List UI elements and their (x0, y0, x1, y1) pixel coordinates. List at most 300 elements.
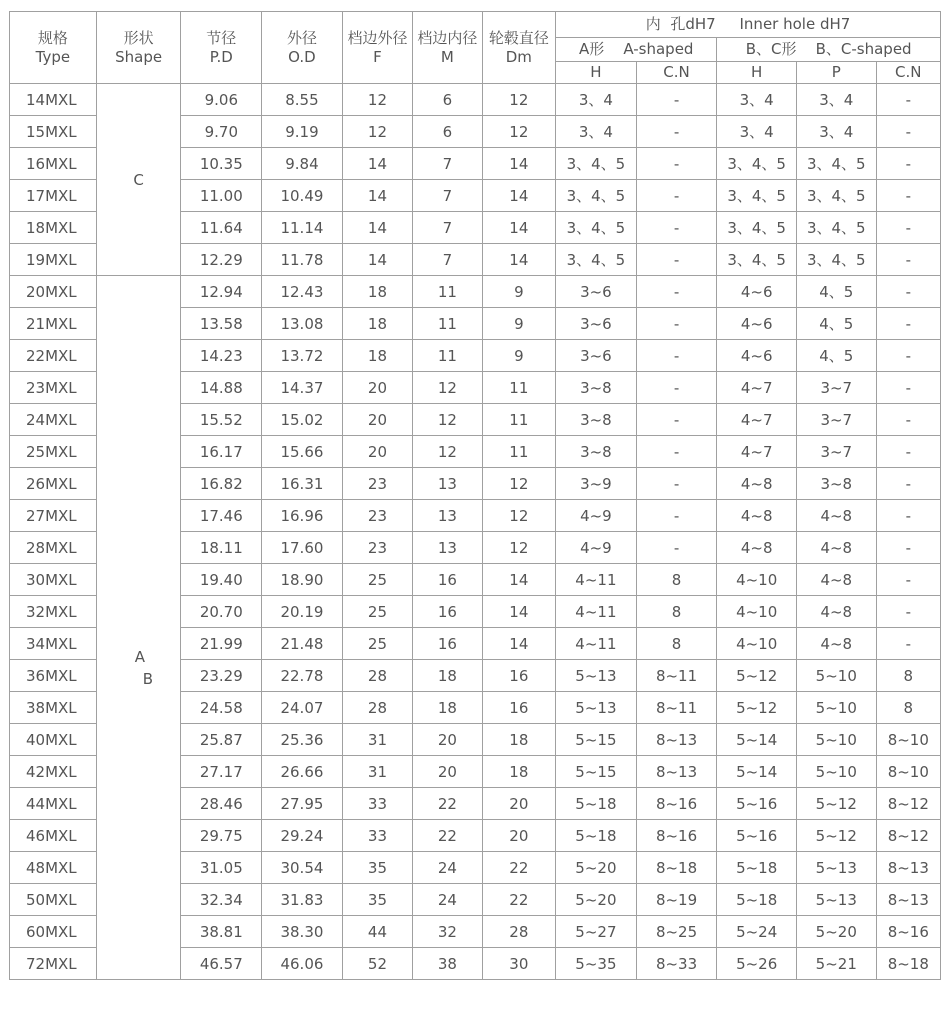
cell-bc-h: 3、4 (717, 84, 797, 116)
cell-a-cn: 8~13 (636, 724, 717, 756)
cell-type: 46MXL (10, 820, 97, 852)
cell-bc-h: 4~10 (717, 628, 797, 660)
cell-f: 31 (342, 724, 412, 756)
cell-m: 11 (413, 340, 482, 372)
cell-f: 35 (342, 852, 412, 884)
cell-bc-h: 3、4、5 (717, 148, 797, 180)
cell-bc-cn: - (876, 596, 940, 628)
cell-pd: 28.46 (181, 788, 262, 820)
cell-a-h: 5~13 (556, 660, 637, 692)
cell-m: 6 (413, 116, 482, 148)
cell-bc-h: 4~10 (717, 564, 797, 596)
cell-bc-h: 3、4、5 (717, 212, 797, 244)
cell-type: 15MXL (10, 116, 97, 148)
cell-type: 14MXL (10, 84, 97, 116)
cell-m: 6 (413, 84, 482, 116)
cell-bc-p: 5~21 (796, 948, 876, 980)
header-a-cn: C.N (636, 62, 717, 84)
cell-pd: 25.87 (181, 724, 262, 756)
cell-bc-cn: - (876, 308, 940, 340)
cell-pd: 18.11 (181, 532, 262, 564)
cell-dm: 12 (482, 532, 555, 564)
cell-pd: 10.35 (181, 148, 262, 180)
cell-a-h: 3~9 (556, 468, 637, 500)
cell-a-cn: - (636, 148, 717, 180)
cell-m: 7 (413, 148, 482, 180)
cell-type: 21MXL (10, 308, 97, 340)
cell-type: 42MXL (10, 756, 97, 788)
cell-pd: 38.81 (181, 916, 262, 948)
cell-pd: 29.75 (181, 820, 262, 852)
cell-a-cn: - (636, 84, 717, 116)
cell-a-cn: - (636, 180, 717, 212)
header-bc-h: H (717, 62, 797, 84)
cell-a-h: 5~20 (556, 884, 637, 916)
cell-od: 11.14 (262, 212, 343, 244)
cell-bc-p: 4~8 (796, 596, 876, 628)
cell-bc-cn: 8~18 (876, 948, 940, 980)
cell-a-h: 4~11 (556, 628, 637, 660)
cell-bc-p: 5~13 (796, 852, 876, 884)
cell-dm: 11 (482, 372, 555, 404)
cell-pd: 11.64 (181, 212, 262, 244)
cell-type: 23MXL (10, 372, 97, 404)
cell-od: 12.43 (262, 276, 343, 308)
cell-f: 18 (342, 340, 412, 372)
cell-type: 25MXL (10, 436, 97, 468)
cell-type: 30MXL (10, 564, 97, 596)
cell-dm: 9 (482, 340, 555, 372)
cell-type: 50MXL (10, 884, 97, 916)
cell-pd: 24.58 (181, 692, 262, 724)
cell-type: 60MXL (10, 916, 97, 948)
cell-bc-p: 5~10 (796, 756, 876, 788)
cell-a-cn: - (636, 436, 717, 468)
cell-a-cn: - (636, 340, 717, 372)
cell-bc-p: 3、4、5 (796, 180, 876, 212)
cell-a-h: 3、4、5 (556, 244, 637, 276)
cell-dm: 16 (482, 692, 555, 724)
cell-dm: 12 (482, 84, 555, 116)
cell-od: 27.95 (262, 788, 343, 820)
cell-od: 8.55 (262, 84, 343, 116)
cell-bc-cn: - (876, 500, 940, 532)
cell-dm: 12 (482, 500, 555, 532)
cell-f: 33 (342, 820, 412, 852)
cell-type: 18MXL (10, 212, 97, 244)
cell-m: 22 (413, 788, 482, 820)
cell-m: 12 (413, 436, 482, 468)
cell-f: 28 (342, 660, 412, 692)
header-row-1 (10, 12, 941, 38)
cell-bc-p: 4~8 (796, 564, 876, 596)
cell-f: 12 (342, 84, 412, 116)
cell-bc-p: 5~10 (796, 692, 876, 724)
cell-a-h: 3、4 (556, 84, 637, 116)
cell-bc-cn: 8 (876, 660, 940, 692)
cell-m: 7 (413, 244, 482, 276)
cell-pd: 13.58 (181, 308, 262, 340)
cell-pd: 19.40 (181, 564, 262, 596)
cell-od: 9.19 (262, 116, 343, 148)
cell-dm: 28 (482, 916, 555, 948)
cell-od: 26.66 (262, 756, 343, 788)
cell-dm: 20 (482, 788, 555, 820)
cell-f: 20 (342, 372, 412, 404)
cell-dm: 18 (482, 724, 555, 756)
cell-a-cn: 8~11 (636, 660, 717, 692)
cell-od: 16.31 (262, 468, 343, 500)
cell-f: 44 (342, 916, 412, 948)
cell-bc-h: 4~7 (717, 436, 797, 468)
header-bc-p: P (796, 62, 876, 84)
cell-od: 14.37 (262, 372, 343, 404)
cell-od: 15.02 (262, 404, 343, 436)
cell-a-h: 5~15 (556, 724, 637, 756)
shape-cell-c: C (96, 84, 181, 276)
cell-a-cn: - (636, 116, 717, 148)
cell-a-cn: - (636, 404, 717, 436)
cell-pd: 23.29 (181, 660, 262, 692)
cell-a-cn: 8~16 (636, 820, 717, 852)
cell-dm: 12 (482, 116, 555, 148)
cell-bc-cn: - (876, 180, 940, 212)
cell-pd: 21.99 (181, 628, 262, 660)
cell-f: 25 (342, 628, 412, 660)
cell-bc-cn: 8~10 (876, 724, 940, 756)
cell-od: 16.96 (262, 500, 343, 532)
cell-od: 17.60 (262, 532, 343, 564)
cell-pd: 12.94 (181, 276, 262, 308)
cell-a-cn: - (636, 532, 717, 564)
cell-dm: 9 (482, 276, 555, 308)
cell-m: 24 (413, 884, 482, 916)
cell-bc-p: 4~8 (796, 628, 876, 660)
cell-a-cn: - (636, 308, 717, 340)
cell-a-cn: 8 (636, 628, 717, 660)
cell-f: 31 (342, 756, 412, 788)
cell-od: 10.49 (262, 180, 343, 212)
cell-f: 35 (342, 884, 412, 916)
cell-a-cn: 8~18 (636, 852, 717, 884)
cell-m: 12 (413, 372, 482, 404)
cell-dm: 14 (482, 212, 555, 244)
cell-type: 19MXL (10, 244, 97, 276)
cell-bc-h: 5~18 (717, 852, 797, 884)
cell-pd: 12.29 (181, 244, 262, 276)
cell-f: 25 (342, 596, 412, 628)
header-hub-diameter: 轮毂直径 Dm (482, 12, 555, 84)
cell-bc-p: 4、5 (796, 308, 876, 340)
cell-bc-cn: - (876, 628, 940, 660)
cell-dm: 12 (482, 468, 555, 500)
cell-a-h: 5~35 (556, 948, 637, 980)
header-flange-inner: 档边内径 M (413, 12, 482, 84)
cell-type: 22MXL (10, 340, 97, 372)
cell-bc-cn: 8 (876, 692, 940, 724)
cell-od: 9.84 (262, 148, 343, 180)
header-inner-hole: 内 孔dH7 Inner hole dH7 (556, 12, 941, 38)
cell-bc-cn: - (876, 372, 940, 404)
cell-bc-p: 4~8 (796, 532, 876, 564)
cell-a-h: 4~9 (556, 532, 637, 564)
cell-type: 32MXL (10, 596, 97, 628)
cell-type: 27MXL (10, 500, 97, 532)
cell-f: 52 (342, 948, 412, 980)
cell-f: 20 (342, 404, 412, 436)
cell-m: 20 (413, 724, 482, 756)
cell-bc-cn: 8~10 (876, 756, 940, 788)
cell-bc-h: 4~10 (717, 596, 797, 628)
cell-dm: 14 (482, 180, 555, 212)
cell-dm: 14 (482, 244, 555, 276)
cell-pd: 15.52 (181, 404, 262, 436)
cell-bc-p: 3、4 (796, 116, 876, 148)
cell-od: 18.90 (262, 564, 343, 596)
cell-bc-h: 5~26 (717, 948, 797, 980)
spec-table (9, 11, 941, 980)
cell-bc-cn: 8~12 (876, 788, 940, 820)
cell-bc-p: 3、4、5 (796, 148, 876, 180)
cell-a-h: 4~9 (556, 500, 637, 532)
cell-a-cn: 8~13 (636, 756, 717, 788)
cell-pd: 14.88 (181, 372, 262, 404)
cell-a-h: 3、4、5 (556, 180, 637, 212)
cell-bc-h: 4~7 (717, 372, 797, 404)
cell-m: 16 (413, 628, 482, 660)
cell-f: 18 (342, 308, 412, 340)
cell-a-h: 4~11 (556, 596, 637, 628)
cell-bc-h: 4~8 (717, 468, 797, 500)
cell-bc-h: 4~8 (717, 532, 797, 564)
cell-bc-h: 5~16 (717, 820, 797, 852)
cell-a-h: 3~8 (556, 404, 637, 436)
cell-pd: 46.57 (181, 948, 262, 980)
table-row (10, 84, 941, 116)
cell-od: 30.54 (262, 852, 343, 884)
cell-dm: 22 (482, 884, 555, 916)
cell-pd: 11.00 (181, 180, 262, 212)
cell-type: 26MXL (10, 468, 97, 500)
cell-bc-h: 3、4 (717, 116, 797, 148)
cell-bc-h: 5~24 (717, 916, 797, 948)
cell-a-h: 5~13 (556, 692, 637, 724)
cell-pd: 17.46 (181, 500, 262, 532)
cell-pd: 14.23 (181, 340, 262, 372)
cell-bc-p: 3、4、5 (796, 212, 876, 244)
cell-a-h: 4~11 (556, 564, 637, 596)
cell-a-cn: - (636, 244, 717, 276)
cell-a-h: 5~27 (556, 916, 637, 948)
cell-type: 44MXL (10, 788, 97, 820)
cell-a-h: 5~18 (556, 820, 637, 852)
cell-type: 16MXL (10, 148, 97, 180)
cell-od: 13.08 (262, 308, 343, 340)
cell-a-cn: - (636, 372, 717, 404)
cell-f: 23 (342, 468, 412, 500)
cell-dm: 14 (482, 564, 555, 596)
cell-bc-p: 5~20 (796, 916, 876, 948)
shape-b-label: B (142, 670, 154, 688)
cell-type: 17MXL (10, 180, 97, 212)
cell-a-cn: 8 (636, 564, 717, 596)
cell-f: 33 (342, 788, 412, 820)
cell-bc-cn: 8~12 (876, 820, 940, 852)
cell-type: 48MXL (10, 852, 97, 884)
cell-bc-p: 5~10 (796, 724, 876, 756)
cell-pd: 16.17 (181, 436, 262, 468)
cell-bc-p: 3~8 (796, 468, 876, 500)
cell-a-h: 5~18 (556, 788, 637, 820)
cell-a-cn: - (636, 468, 717, 500)
cell-dm: 20 (482, 820, 555, 852)
cell-dm: 16 (482, 660, 555, 692)
cell-type: 72MXL (10, 948, 97, 980)
cell-bc-cn: - (876, 532, 940, 564)
cell-a-cn: - (636, 212, 717, 244)
cell-m: 16 (413, 596, 482, 628)
cell-m: 22 (413, 820, 482, 852)
cell-m: 18 (413, 660, 482, 692)
cell-a-h: 5~20 (556, 852, 637, 884)
cell-dm: 11 (482, 436, 555, 468)
cell-bc-h: 5~18 (717, 884, 797, 916)
cell-pd: 31.05 (181, 852, 262, 884)
cell-m: 32 (413, 916, 482, 948)
cell-a-h: 5~15 (556, 756, 637, 788)
cell-f: 28 (342, 692, 412, 724)
cell-f: 23 (342, 500, 412, 532)
cell-f: 20 (342, 436, 412, 468)
cell-bc-cn: - (876, 84, 940, 116)
header-pitch-diameter: 节径 P.D (181, 12, 262, 84)
cell-bc-cn: - (876, 436, 940, 468)
cell-dm: 30 (482, 948, 555, 980)
cell-dm: 14 (482, 148, 555, 180)
cell-od: 15.66 (262, 436, 343, 468)
cell-bc-p: 3、4 (796, 84, 876, 116)
header-shape: 形状 Shape (96, 12, 181, 84)
cell-m: 38 (413, 948, 482, 980)
cell-type: 20MXL (10, 276, 97, 308)
cell-bc-p: 3~7 (796, 436, 876, 468)
cell-pd: 27.17 (181, 756, 262, 788)
header-bc-cn: C.N (876, 62, 940, 84)
cell-a-h: 3~8 (556, 436, 637, 468)
header-outer-diameter: 外径 O.D (262, 12, 343, 84)
cell-type: 40MXL (10, 724, 97, 756)
cell-bc-p: 5~12 (796, 788, 876, 820)
cell-dm: 11 (482, 404, 555, 436)
cell-a-h: 3~6 (556, 276, 637, 308)
cell-m: 20 (413, 756, 482, 788)
cell-f: 12 (342, 116, 412, 148)
cell-bc-h: 4~6 (717, 340, 797, 372)
header-a-shaped: A形 A-shaped (556, 38, 717, 62)
cell-type: 24MXL (10, 404, 97, 436)
cell-bc-p: 4、5 (796, 340, 876, 372)
cell-bc-cn: - (876, 212, 940, 244)
cell-bc-h: 4~6 (717, 276, 797, 308)
shape-cell-ab (96, 276, 181, 980)
shape-a-label: A (134, 648, 146, 666)
cell-f: 14 (342, 180, 412, 212)
cell-a-cn: 8~11 (636, 692, 717, 724)
cell-pd: 32.34 (181, 884, 262, 916)
cell-f: 14 (342, 148, 412, 180)
cell-dm: 9 (482, 308, 555, 340)
cell-a-h: 3、4 (556, 116, 637, 148)
cell-a-cn: 8~19 (636, 884, 717, 916)
cell-bc-h: 5~14 (717, 724, 797, 756)
cell-od: 38.30 (262, 916, 343, 948)
cell-bc-cn: - (876, 564, 940, 596)
cell-m: 7 (413, 212, 482, 244)
cell-a-cn: 8~16 (636, 788, 717, 820)
cell-a-h: 3~6 (556, 308, 637, 340)
cell-bc-h: 4~6 (717, 308, 797, 340)
cell-m: 12 (413, 404, 482, 436)
header-bc-shaped: B、C形 B、C-shaped (717, 38, 941, 62)
cell-a-h: 3~6 (556, 340, 637, 372)
cell-m: 18 (413, 692, 482, 724)
cell-f: 18 (342, 276, 412, 308)
cell-od: 46.06 (262, 948, 343, 980)
header-type: 规格 Type (10, 12, 97, 84)
cell-a-cn: 8~33 (636, 948, 717, 980)
cell-pd: 20.70 (181, 596, 262, 628)
cell-od: 22.78 (262, 660, 343, 692)
cell-od: 25.36 (262, 724, 343, 756)
cell-bc-h: 3、4、5 (717, 244, 797, 276)
cell-a-cn: - (636, 500, 717, 532)
header-a-h: H (556, 62, 637, 84)
cell-a-h: 3、4、5 (556, 212, 637, 244)
cell-od: 31.83 (262, 884, 343, 916)
cell-bc-h: 5~12 (717, 692, 797, 724)
cell-dm: 18 (482, 756, 555, 788)
cell-a-cn: - (636, 276, 717, 308)
cell-bc-p: 4~8 (796, 500, 876, 532)
table-body (10, 84, 941, 980)
cell-bc-p: 4、5 (796, 276, 876, 308)
cell-m: 16 (413, 564, 482, 596)
cell-m: 13 (413, 532, 482, 564)
cell-dm: 14 (482, 628, 555, 660)
cell-bc-cn: 8~16 (876, 916, 940, 948)
cell-a-h: 3~8 (556, 372, 637, 404)
cell-bc-cn: - (876, 468, 940, 500)
cell-pd: 9.70 (181, 116, 262, 148)
table-row (10, 276, 941, 308)
cell-bc-cn: - (876, 404, 940, 436)
cell-bc-h: 5~16 (717, 788, 797, 820)
cell-bc-cn: - (876, 276, 940, 308)
cell-type: 34MXL (10, 628, 97, 660)
cell-od: 29.24 (262, 820, 343, 852)
cell-bc-cn: - (876, 244, 940, 276)
cell-bc-p: 5~10 (796, 660, 876, 692)
cell-m: 11 (413, 276, 482, 308)
cell-a-cn: 8 (636, 596, 717, 628)
cell-f: 14 (342, 212, 412, 244)
cell-bc-h: 3、4、5 (717, 180, 797, 212)
cell-bc-p: 5~13 (796, 884, 876, 916)
cell-type: 38MXL (10, 692, 97, 724)
cell-m: 11 (413, 308, 482, 340)
cell-bc-h: 4~7 (717, 404, 797, 436)
cell-bc-p: 5~12 (796, 820, 876, 852)
